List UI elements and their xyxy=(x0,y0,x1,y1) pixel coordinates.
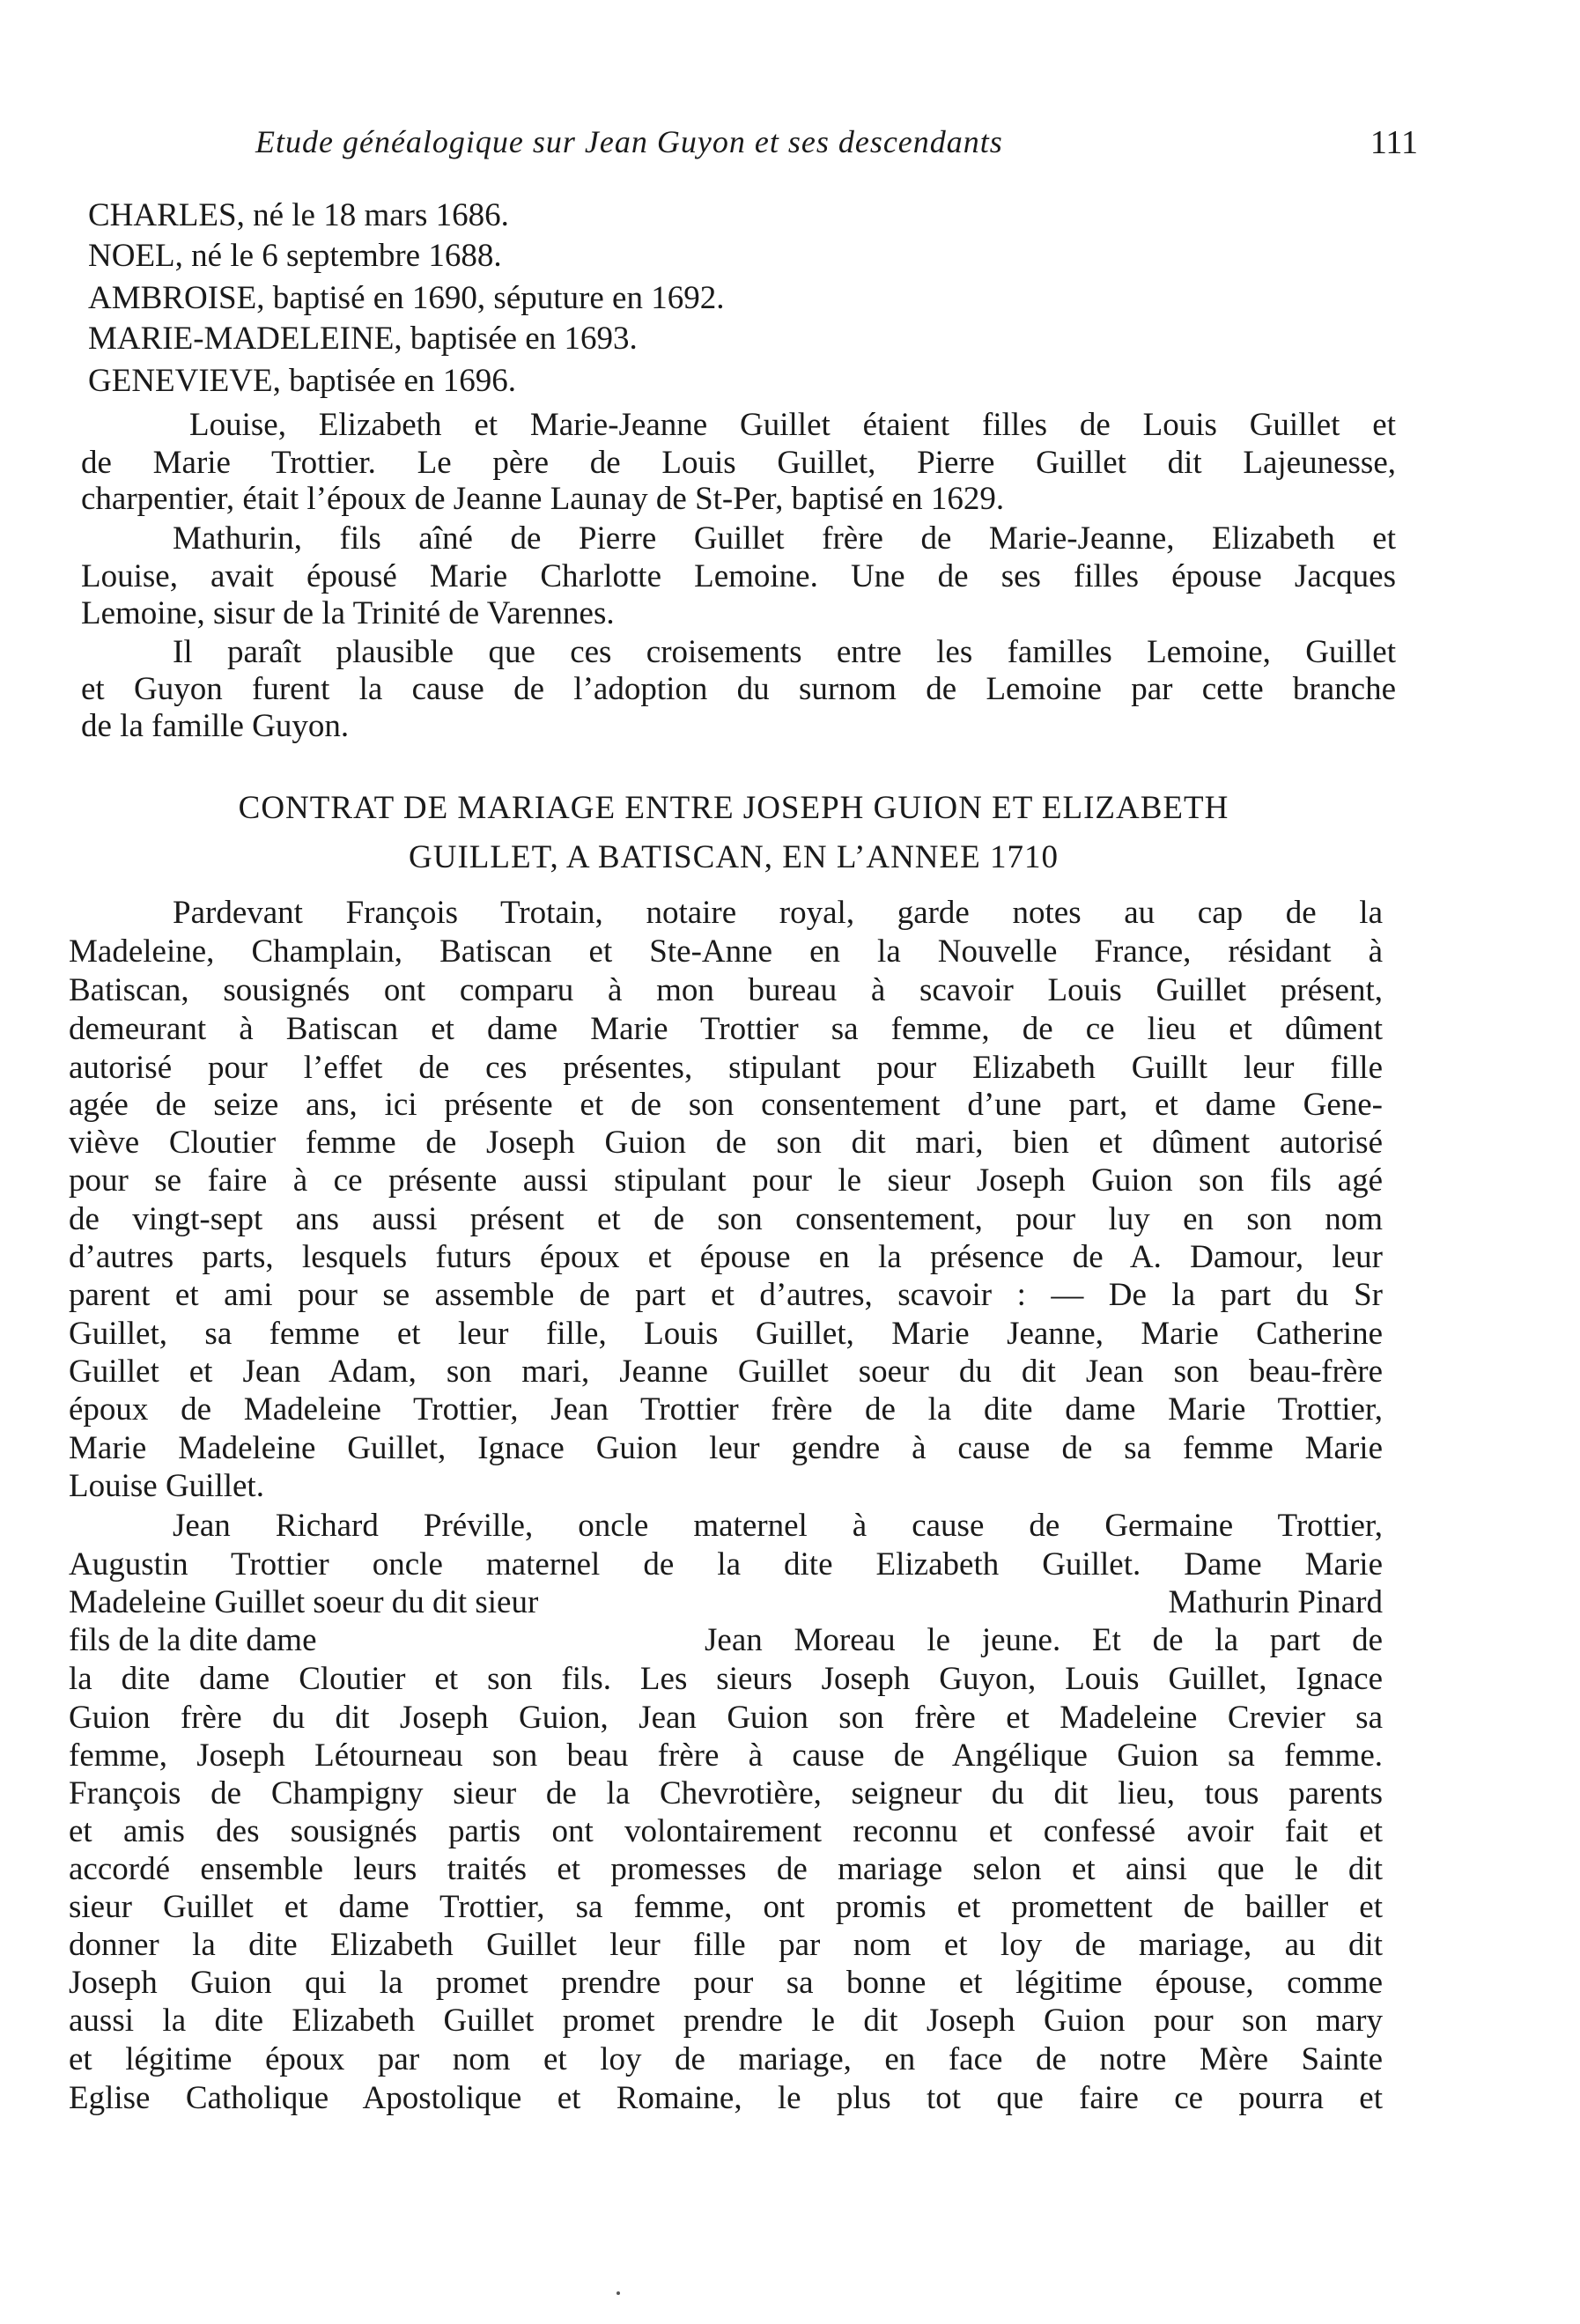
list-item: MARIE-MADELEINE, baptisée en 1693. xyxy=(88,321,638,357)
contract-line: la dite dame Cloutier et son fils. Les sieurs Joseph Guyon, Louis Guillet, Ignace xyxy=(69,1661,1383,1697)
contract-line: Mathurin Pinard xyxy=(1168,1584,1383,1620)
contract-line: autorisé pour l’effet de ces présentes, stipulant pour Elizabeth Guillt leur fille xyxy=(69,1050,1383,1086)
contract-line: François de Champigny sieur de la Chevrotière, seigneur du dit lieu, tous parents xyxy=(69,1775,1383,1811)
contract-line: de vingt-sept ans aussi présent et de son consentement, pour luy en son nom xyxy=(69,1201,1383,1237)
contract-line: Guillet et Jean Adam, son mari, Jeanne Guillet soeur du dit Jean son beau-frère xyxy=(69,1354,1383,1390)
contract-line: parent et ami pour se assemble de part et d’autres, scavoir : — De la part du Sr xyxy=(69,1277,1383,1313)
paragraph-line: charpentier, était l’époux de Jeanne Launay de St-Per, baptisé en 1629. xyxy=(81,481,1005,517)
list-item: CHARLES, né le 18 mars 1686. xyxy=(88,197,509,233)
contract-line: Batiscan, sousignés ont comparu à mon bureau à scavoir Louis Guillet présent, xyxy=(69,972,1383,1008)
contract-line: Madeleine Guillet soeur du dit sieur xyxy=(69,1584,539,1620)
contract-line: d’autres parts, lesquels futurs époux et épouse en la présence de A. Damour, leur xyxy=(69,1239,1383,1275)
contract-line: agée de seize ans, ici présente et de son consentement d’une part, et dame Gene- xyxy=(69,1087,1383,1123)
page-number: 111 xyxy=(1370,124,1418,161)
contract-line: Jean Moreau le jeune. Et de la part de xyxy=(705,1622,1383,1658)
contract-line: aussi la dite Elizabeth Guillet promet prendre le dit Joseph Guion pour son mary xyxy=(69,2003,1383,2039)
list-item: NOEL, né le 6 septembre 1688. xyxy=(88,238,502,274)
section-heading: GUILLET, A BATISCAN, EN L’ANNEE 1710 xyxy=(409,839,1059,875)
contract-line: et amis des sousignés partis ont volontairement reconnu et confessé avoir fait et xyxy=(69,1813,1383,1849)
contract-line: Pardevant François Trotain, notaire royal, garde notes au cap de la xyxy=(173,895,1383,931)
contract-line: Madeleine, Champlain, Batiscan et Ste-Anne en la Nouvelle France, résidant à xyxy=(69,933,1383,970)
paragraph-line: Lemoine, sisur de la Trinité de Varennes. xyxy=(81,595,615,631)
contract-line: Joseph Guion qui la promet prendre pour sa bonne et légitime épouse, comme xyxy=(69,1965,1383,2001)
contract-line: Guillet, sa femme et leur fille, Louis Guillet, Marie Jeanne, Marie Catherine xyxy=(69,1316,1383,1352)
contract-line: Augustin Trottier oncle maternel de la dite Elizabeth Guillet. Dame Marie xyxy=(69,1546,1383,1583)
paragraph-line: Il paraît plausible que ces croisements entre les familles Lemoine, Guillet xyxy=(173,634,1396,670)
paragraph-line: de Marie Trottier. Le père de Louis Guillet, Pierre Guillet dit Lajeunesse, xyxy=(81,445,1396,481)
running-title: Etude généalogique sur Jean Guyon et ses descendants xyxy=(255,124,1003,159)
paragraph-line: Mathurin, fils aîné de Pierre Guillet frère de Marie-Jeanne, Elizabeth et xyxy=(173,520,1396,557)
contract-line: pour se faire à ce présente aussi stipulant pour le sieur Joseph Guion son fils agé xyxy=(69,1162,1383,1199)
contract-line: époux de Madeleine Trottier, Jean Trottier frère de la dite dame Marie Trottier, xyxy=(69,1391,1383,1428)
contract-line: et légitime époux par nom et loy de mariage, en face de notre Mère Sainte xyxy=(69,2041,1383,2077)
paragraph-line: de la famille Guyon. xyxy=(81,708,350,744)
contract-line: Guion frère du dit Joseph Guion, Jean Guion son frère et Madeleine Crevier sa xyxy=(69,1700,1383,1736)
paragraph-line: et Guyon furent la cause de l’adoption du surnom de Lemoine par cette branche xyxy=(81,671,1396,707)
contract-line: donner la dite Elizabeth Guillet leur fille par nom et loy de mariage, au dit xyxy=(69,1927,1383,1963)
list-item: GENEVIEVE, baptisée en 1696. xyxy=(88,363,517,399)
contract-line: demeurant à Batiscan et dame Marie Trottier sa femme, de ce lieu et dûment xyxy=(69,1011,1383,1047)
contract-line: Jean Richard Préville, oncle maternel à cause de Germaine Trottier, xyxy=(173,1508,1383,1544)
section-heading: CONTRAT DE MARIAGE ENTRE JOSEPH GUION ET ELIZABETH xyxy=(238,790,1229,826)
paragraph-line: Louise, avait épousé Marie Charlotte Lemoine. Une de ses filles épouse Jacques xyxy=(81,558,1396,594)
paragraph-line: Louise, Elizabeth et Marie-Jeanne Guillet étaient filles de Louis Guillet et xyxy=(189,407,1396,443)
contract-line: fils de la dite dame xyxy=(69,1622,317,1658)
contract-line: viève Cloutier femme de Joseph Guion de son dit mari, bien et dûment autorisé xyxy=(69,1125,1383,1161)
contract-line: Marie Madeleine Guillet, Ignace Guion leur gendre à cause de sa femme Marie xyxy=(69,1430,1383,1466)
contract-line: femme, Joseph Létourneau son beau frère à cause de Angélique Guion sa femme. xyxy=(69,1737,1383,1774)
print-speck xyxy=(616,2291,620,2295)
contract-line: Eglise Catholique Apostolique et Romaine, le plus tot que faire ce pourra et xyxy=(69,2080,1383,2116)
contract-line: Louise Guillet. xyxy=(69,1468,264,1504)
list-item: AMBROISE, baptisé en 1690, séputure en 1692. xyxy=(88,280,725,316)
contract-line: accordé ensemble leurs traités et promesses de mariage selon et ainsi que le dit xyxy=(69,1851,1383,1887)
contract-line: sieur Guillet et dame Trottier, sa femme, ont promis et promettent de bailler et xyxy=(69,1889,1383,1925)
